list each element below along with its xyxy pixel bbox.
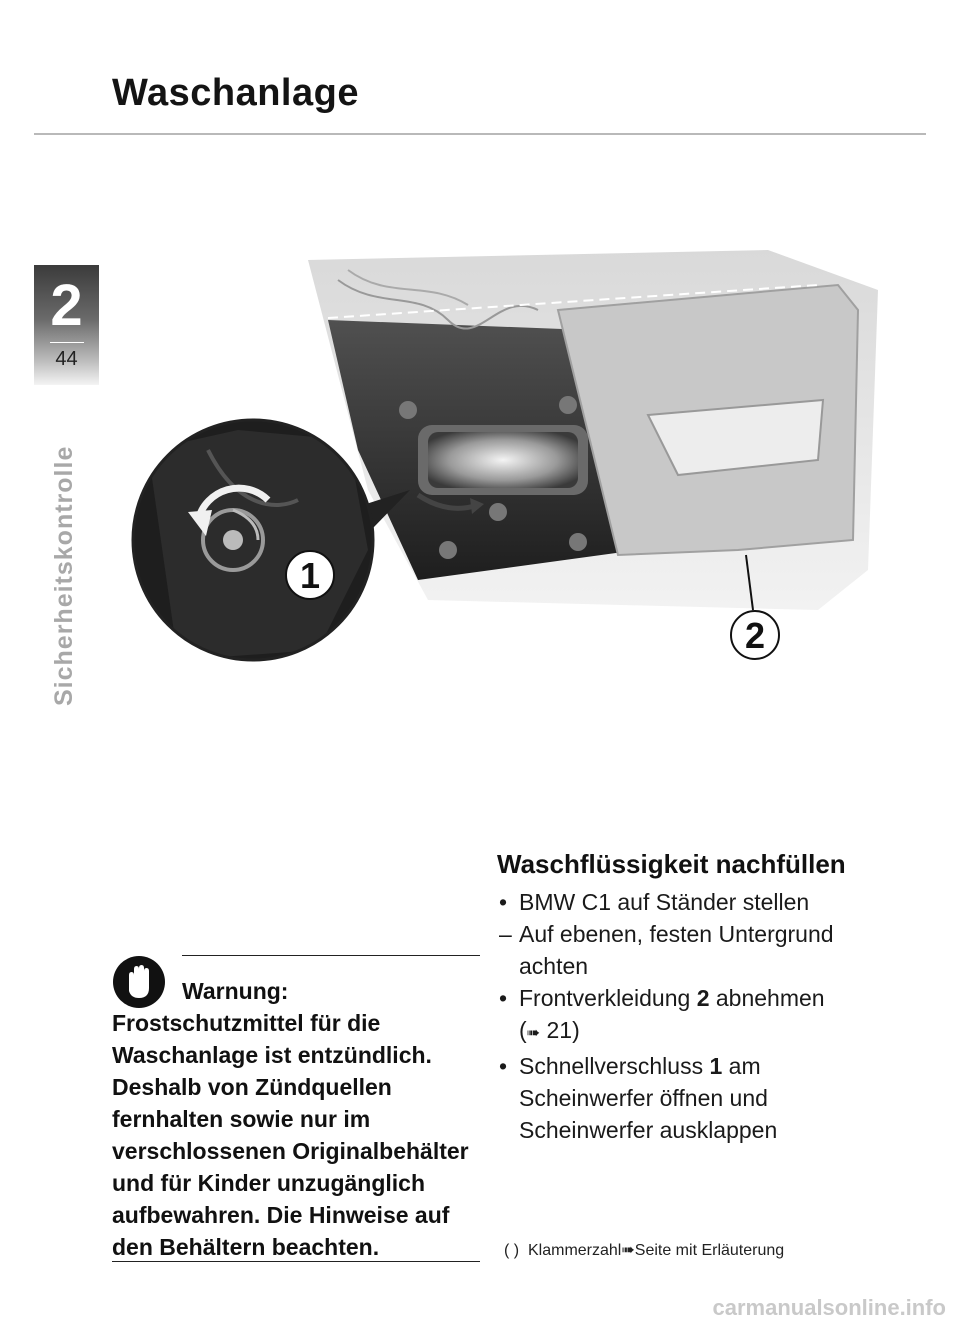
part-ref: 1 [709, 1053, 723, 1079]
footnote-parens: ( ) [504, 1242, 520, 1259]
warning-label: Warnung: [182, 978, 289, 1004]
dash-marker: – [499, 921, 512, 947]
step-item [497, 918, 877, 982]
title-divider [34, 133, 926, 135]
step-text: abnehmen [709, 985, 825, 1011]
warning-rule-bottom [112, 1261, 480, 1262]
page-ref: 21 [546, 1017, 573, 1043]
page-title: Waschanlage [112, 72, 359, 114]
callout-1: 1 [299, 555, 321, 596]
headlight-lens [428, 432, 578, 488]
stop-hand-icon [112, 955, 166, 1009]
headlight-photo [118, 250, 886, 670]
bullet-marker: • [499, 889, 508, 915]
warning-text: Frostschutzmittel für die Waschanlage ist entzündlich. Deshalb von Zündquellen fernhalten sowie nur im verschlossenen Originalbehälter und für Kinder unzugänglich aufbewahren. Die Hinweise auf den Behältern beachten. [112, 1010, 469, 1260]
footnote [504, 1240, 784, 1260]
bullet-marker: • [499, 1053, 508, 1079]
callout-2: 2 [744, 615, 766, 656]
page-number: 44 [55, 348, 78, 370]
step-item [497, 886, 877, 918]
page-ref-arrow-icon: ➠ [526, 1025, 541, 1042]
step-text: Schnellverschluss [519, 1053, 710, 1079]
steps-heading: Waschflüssigkeit nachfüllen [497, 849, 846, 879]
footnote-text-b: Seite mit Erläuterung [634, 1242, 785, 1259]
watermark: carmanualsonline.info [712, 1295, 946, 1320]
step-text: am Scheinwerfer öffnen und Scheinwerfer ausklappen [519, 1053, 778, 1143]
chapter-divider [50, 342, 84, 343]
step-item [497, 1050, 877, 1146]
part-ref: 2 [696, 985, 710, 1011]
steps-block [497, 848, 877, 1146]
step-item: • Frontverkleidung 2 abnehmen (➠ 21) [497, 982, 877, 1050]
footnote-arrow-icon: ➠ [621, 1242, 635, 1259]
step-text: Auf ebenen, festen Untergrund achten [519, 921, 834, 979]
warning-rule-top [182, 955, 480, 956]
footnote-text-a: Klammerzahl [528, 1242, 622, 1259]
step-text: BMW C1 auf Ständer stellen [519, 889, 810, 915]
section-label: Sicherheitskontrolle [50, 445, 78, 706]
step-text: Frontverkleidung [519, 985, 697, 1011]
chapter-tab [34, 265, 99, 385]
chapter-number: 2 [50, 273, 83, 338]
bullet-marker: • [499, 985, 508, 1011]
